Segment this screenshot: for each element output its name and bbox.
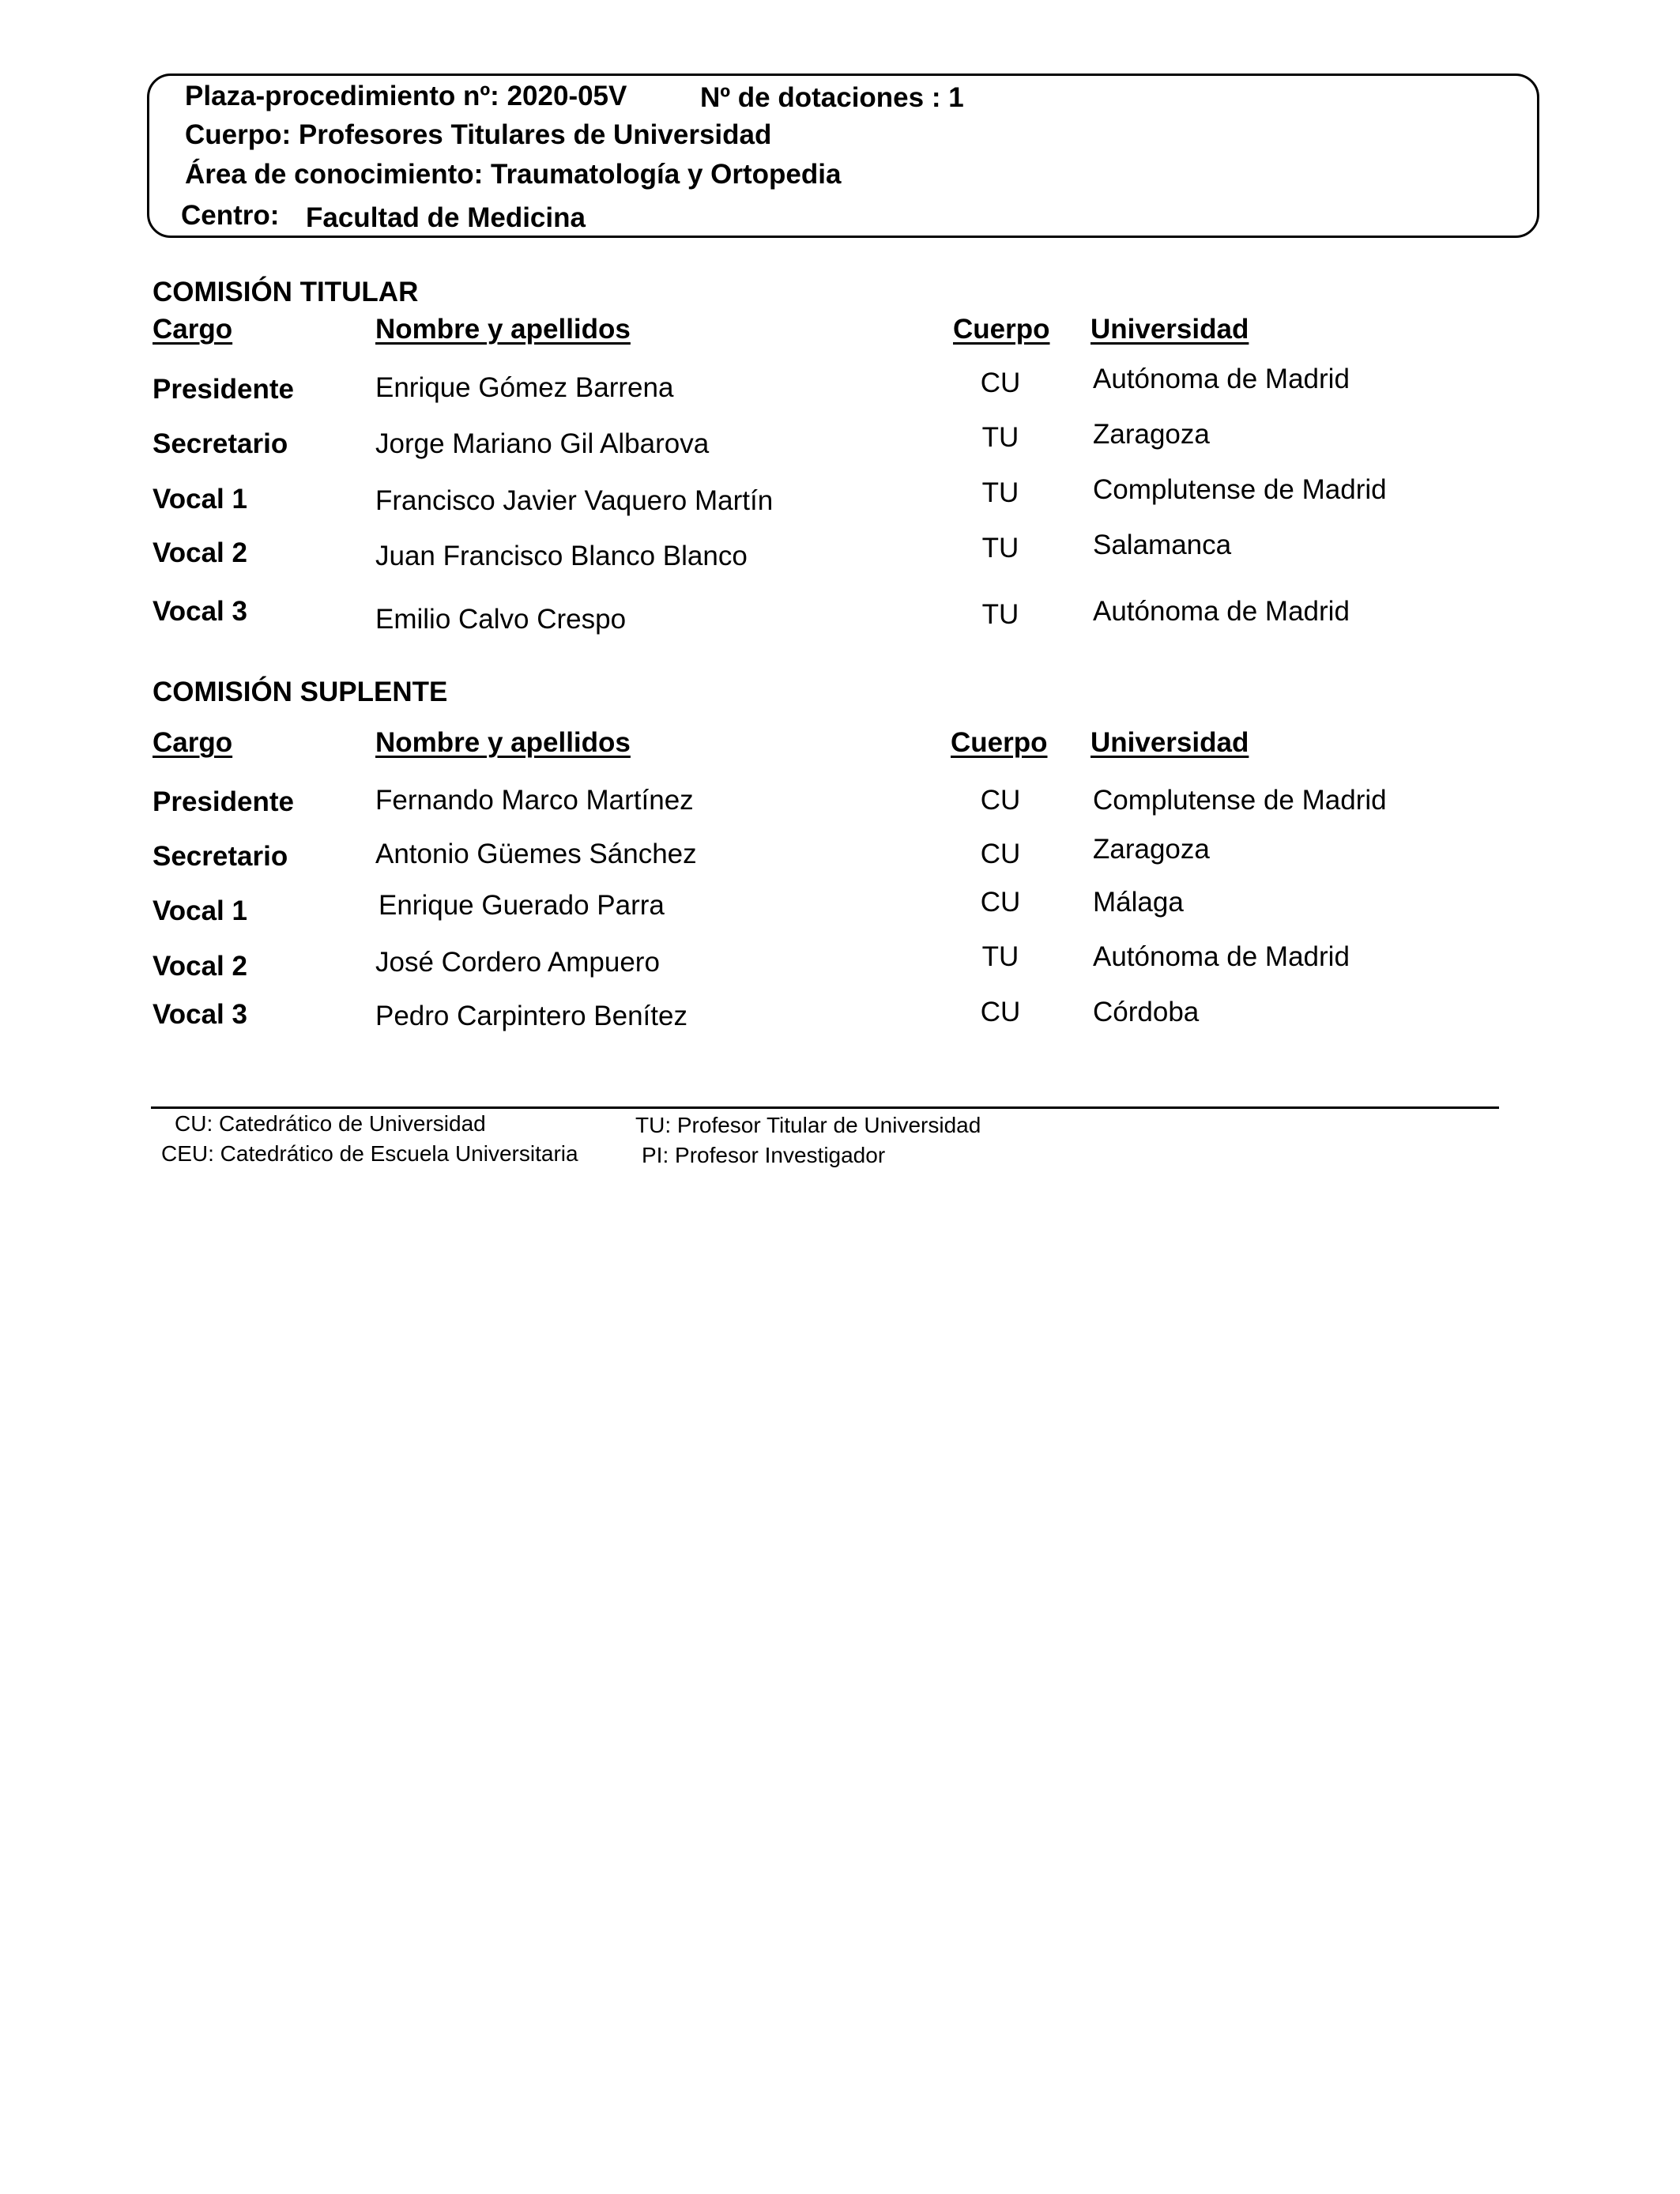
suplente-title: COMISIÓN SUPLENTE: [153, 677, 448, 707]
suplente-col-cargo: Cargo: [153, 727, 233, 758]
cargo-cell: Presidente: [153, 786, 294, 817]
legend-ceu: CEU: Catedrático de Escuela Universitaria: [161, 1141, 578, 1166]
centro-value: Facultad de Medicina: [306, 202, 586, 233]
universidad-cell: Autónoma de Madrid: [1093, 941, 1350, 972]
nombre-cell: Pedro Carpintero Benítez: [375, 1001, 687, 1031]
footer-divider: [151, 1106, 1499, 1109]
cuerpo-cell: TU: [981, 599, 1019, 630]
plaza-value: 2020-05V: [507, 81, 627, 111]
nombre-cell: Francisco Javier Vaquero Martín: [375, 485, 774, 516]
centro-label: Centro:: [181, 200, 280, 231]
universidad-cell: Córdoba: [1093, 997, 1200, 1027]
universidad-cell: Zaragoza: [1093, 419, 1210, 450]
cuerpo-cell: TU: [981, 533, 1019, 564]
nombre-cell: Jorge Mariano Gil Albarova: [375, 428, 710, 459]
nombre-cell: Fernando Marco Martínez: [375, 785, 694, 816]
cuerpo-cell: TU: [981, 477, 1019, 508]
cargo-cell: Vocal 1: [153, 895, 247, 926]
plaza-label: Plaza-procedimiento nº:: [185, 81, 499, 111]
cargo-cell: Vocal 1: [153, 484, 247, 515]
suplente-col-nombre: Nombre y apellidos: [375, 727, 631, 758]
legend-cu: CU: Catedrático de Universidad: [175, 1111, 486, 1136]
cargo-cell: Secretario: [153, 841, 288, 872]
dotaciones-line: [700, 84, 964, 111]
cuerpo-cell: CU: [980, 839, 1021, 869]
cuerpo-line: [185, 121, 771, 149]
universidad-cell: Zaragoza: [1093, 834, 1210, 865]
nombre-cell: Enrique Guerado Parra: [379, 890, 665, 921]
cuerpo-cell: TU: [981, 941, 1019, 972]
nombre-cell: Emilio Calvo Crespo: [375, 604, 627, 635]
universidad-cell: Complutense de Madrid: [1093, 785, 1387, 816]
titular-col-cargo: Cargo: [153, 314, 233, 345]
area-value: Traumatología y Ortopedia: [491, 159, 842, 190]
cuerpo-cell: TU: [981, 422, 1019, 453]
legend-pi: PI: Profesor Investigador: [642, 1143, 886, 1167]
cuerpo-value: Profesores Titulares de Universidad: [298, 119, 772, 150]
nombre-cell: Juan Francisco Blanco Blanco: [375, 541, 748, 571]
universidad-cell: Málaga: [1093, 887, 1184, 918]
area-label: Área de conocimiento:: [185, 159, 484, 190]
titular-title: COMISIÓN TITULAR: [153, 277, 419, 307]
cargo-cell: Vocal 3: [153, 596, 247, 627]
legend-tu: TU: Profesor Titular de Universidad: [635, 1113, 981, 1137]
nombre-cell: José Cordero Ampuero: [375, 947, 660, 978]
cuerpo-cell: CU: [980, 997, 1021, 1027]
cargo-cell: Vocal 3: [153, 999, 247, 1030]
nombre-cell: Antonio Güemes Sánchez: [375, 839, 697, 869]
cuerpo-label: Cuerpo:: [185, 119, 292, 150]
dotaciones-value: 1: [948, 82, 964, 113]
dotaciones-label: Nº de dotaciones :: [700, 82, 941, 113]
cargo-cell: Vocal 2: [153, 951, 247, 982]
cuerpo-cell: CU: [980, 887, 1021, 918]
area-line: [185, 160, 841, 188]
universidad-cell: Autónoma de Madrid: [1093, 364, 1350, 394]
universidad-cell: Salamanca: [1093, 530, 1232, 560]
universidad-cell: Autónoma de Madrid: [1093, 596, 1350, 627]
cargo-cell: Secretario: [153, 428, 288, 459]
cargo-cell: Vocal 2: [153, 537, 247, 568]
cuerpo-cell: CU: [980, 368, 1021, 398]
nombre-cell: Enrique Gómez Barrena: [375, 372, 674, 403]
titular-col-nombre: Nombre y apellidos: [375, 314, 631, 345]
plaza-line: [185, 82, 627, 110]
titular-col-cuerpo: Cuerpo: [953, 314, 1050, 345]
cargo-cell: Presidente: [153, 374, 294, 405]
suplente-col-cuerpo: Cuerpo: [951, 727, 1048, 758]
suplente-col-universidad: Universidad: [1090, 727, 1249, 758]
cuerpo-cell: CU: [980, 785, 1021, 816]
titular-col-universidad: Universidad: [1090, 314, 1249, 345]
universidad-cell: Complutense de Madrid: [1093, 474, 1387, 505]
